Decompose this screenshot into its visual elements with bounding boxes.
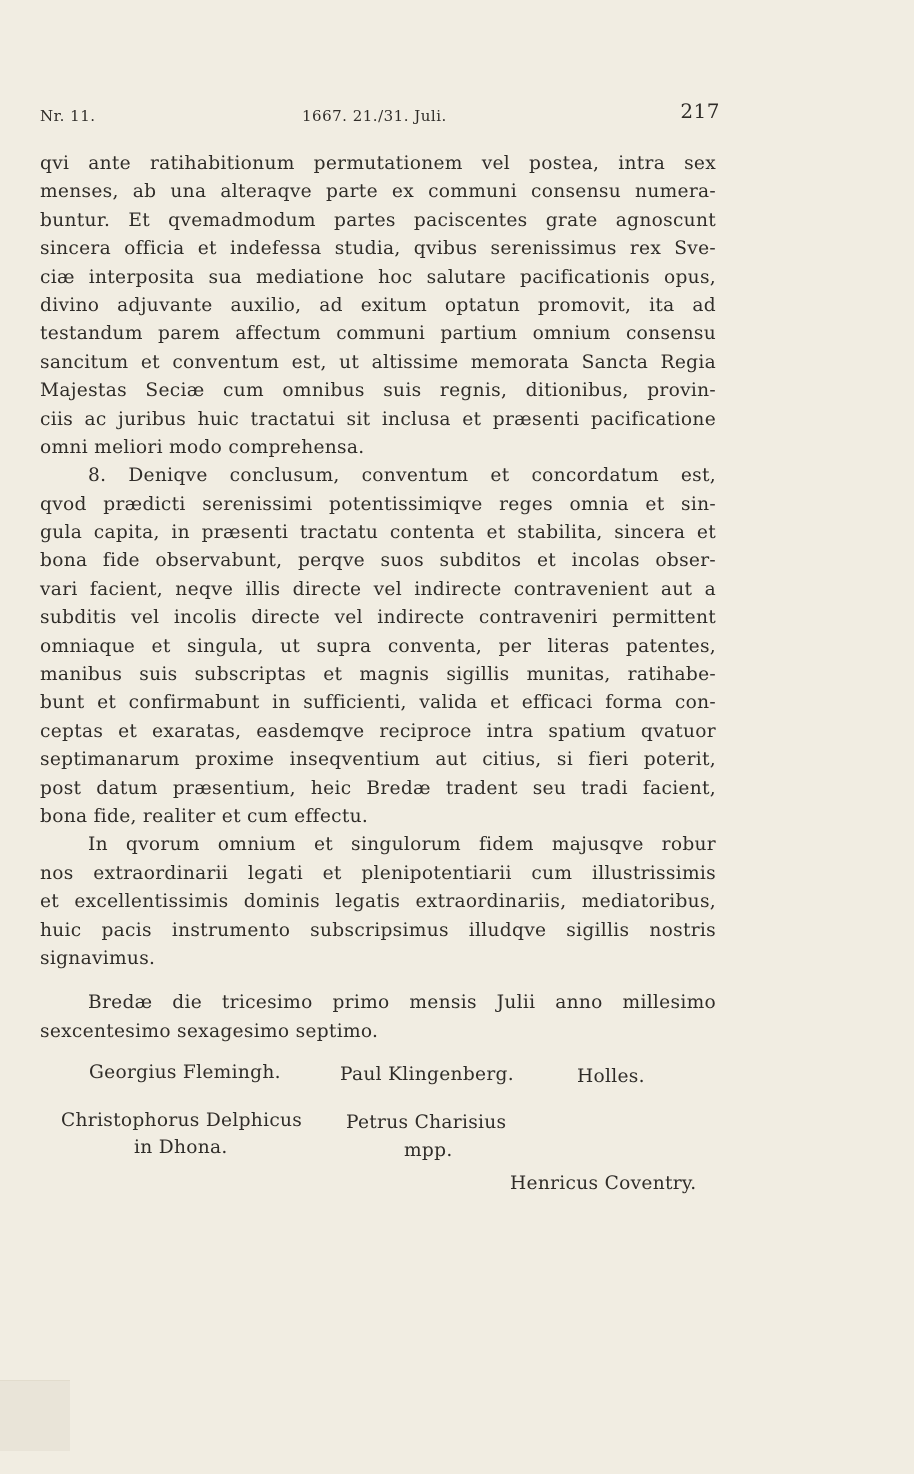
text-line: In qvorum omnium et singulorum fidem majusqve robur: [88, 834, 716, 856]
text-line: et excellentissimis dominis legatis extraordinariis, mediatoribus,: [40, 891, 716, 913]
signature-delphicus-title: in Dhona.: [134, 1137, 228, 1158]
signature-klingenberg: Paul Klingenberg.: [340, 1064, 514, 1085]
text-line: bunt et confirmabunt in sufficienti, valida et efficaci forma con-: [40, 692, 716, 714]
text-line: bona fide, realiter et cum effectu.: [40, 805, 369, 827]
text-line: Bredæ die tricesimo primo mensis Julii anno millesimo: [88, 992, 716, 1014]
page-edge-discoloration: [0, 1380, 70, 1451]
text-line: ciæ interposita sua mediatione hoc salutare pacificationis opus,: [40, 266, 716, 288]
text-line: signavimus.: [40, 947, 156, 969]
signature-delphicus: Christophorus Delphicus: [61, 1110, 303, 1131]
paragraph-3: [40, 831, 716, 973]
running-head: [40, 99, 720, 127]
text-line: 8. Deniqve conclusum, conventum et concordatum est,: [88, 465, 716, 487]
text-line: sexcentesimo sexagesimo septimo.: [40, 1020, 379, 1042]
document-date: 1667. 21./31. Juli.: [302, 107, 447, 125]
signature-charisius-mpp: mpp.: [404, 1140, 453, 1161]
dateline: [40, 989, 716, 1046]
text-line: subditis vel incolis directe vel indirecte contraveniri permittent: [40, 607, 716, 629]
text-line: post datum præsentium, heic Bredæ tradent seu tradi facient,: [40, 777, 716, 799]
text-line: buntur. Et qvemadmodum partes paciscentes grate agnoscunt: [40, 209, 716, 231]
text-line: divino adjuvante auxilio, ad exitum optatun promovit, ita ad: [40, 294, 716, 316]
page-number: 217: [680, 99, 720, 123]
text-line: Majestas Seciæ cum omnibus suis regnis, ditionibus, provin-: [40, 380, 716, 402]
paragraph-1: [40, 150, 716, 462]
body-text: [40, 150, 716, 1046]
text-line: manibus suis subscriptas et magnis sigillis munitas, ratihabe-: [40, 664, 716, 686]
text-line: sancitum et conventum est, ut altissime memorata Sancta Regia: [40, 351, 716, 373]
text-line: huic pacis instrumento subscripsimus illudqve sigillis nostris: [40, 919, 716, 941]
signature-fleming: Georgius Flemingh.: [89, 1062, 281, 1083]
text-line: omniaque et singula, ut supra conventa, per literas patentes,: [40, 635, 716, 657]
text-line: ciis ac juribus huic tractatui sit inclusa et præsenti pacificatione: [40, 408, 716, 430]
text-line: qvi ante ratihabitionum permutationem vel postea, intra sex: [40, 153, 716, 174]
text-line: nos extraordinarii legati et plenipotentiarii cum illustrissimis: [40, 862, 716, 884]
text-line: testandum parem affectum communi partium omnium consensu: [40, 323, 716, 345]
signature-coventry: Henricus Coventry.: [510, 1173, 697, 1194]
text-line: menses, ab una alteraqve parte ex communi consensu numera-: [40, 181, 716, 203]
text-line: gula capita, in præsenti tractatu contenta et stabilita, sincera et: [40, 522, 716, 544]
document-number: Nr. 11.: [40, 107, 96, 125]
text-line: vari facient, neqve illis directe vel indirecte contravenient aut a: [40, 578, 716, 600]
text-line: omni meliori modo comprehensa.: [40, 436, 365, 458]
text-line: septimanarum proxime inseqventium aut citius, si fieri poterit,: [40, 749, 716, 771]
text-line: bona fide observabunt, perqve suos subditos et incolas obser-: [40, 550, 716, 572]
paragraph-2: [40, 462, 716, 831]
signature-holles: Holles.: [577, 1066, 645, 1087]
text-line: ceptas et exaratas, easdemqve reciproce intra spatium qvatuor: [40, 720, 716, 742]
signature-charisius: Petrus Charisius: [346, 1112, 507, 1133]
text-line: qvod prædicti serenissimi potentissimiqve reges omnia et sin-: [40, 493, 716, 515]
text-line: sincera officia et indefessa studia, qvibus serenissimus rex Sve-: [40, 238, 716, 260]
